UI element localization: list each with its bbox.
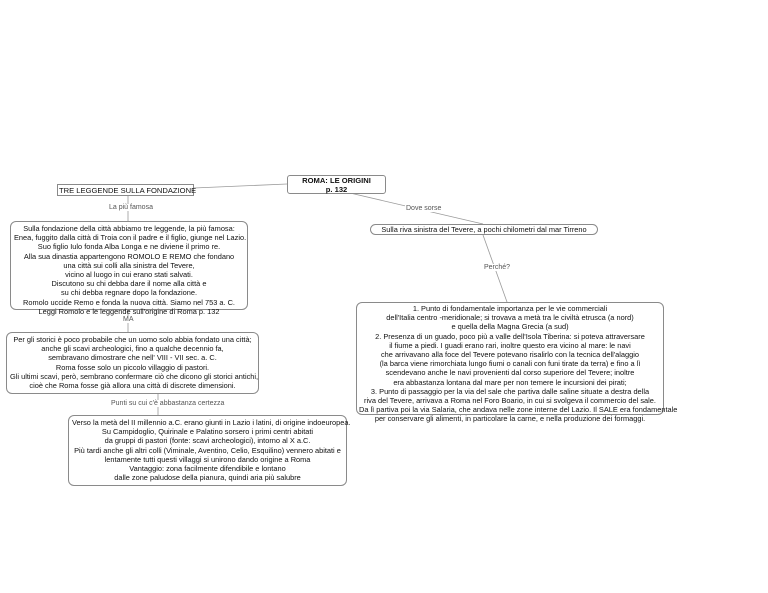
historians-line: sembravano dimostrare che nell' VIII - VII sec. a. C. bbox=[48, 353, 217, 363]
certainty-node[interactable] bbox=[68, 415, 351, 486]
legend-line: Sulla fondazione della città abbiamo tre leggende, la più famosa: bbox=[23, 224, 235, 233]
why-line: 1. Punto di fondamentale importanza per le vie commerciali bbox=[412, 304, 608, 313]
link-label-famous: La più famosa bbox=[109, 204, 153, 211]
certainty-line: Su Campidoglio, Quirinale e Palatino sorsero i primi centri abitati bbox=[101, 427, 314, 437]
historians-line: Gli ultimi scavi, però, sembrano confermare ciò che dicono gli storici antichi, bbox=[10, 371, 259, 381]
legends-title-node[interactable] bbox=[57, 184, 197, 196]
certainty-line: Più tardi anche gli altri colli (Viminale, Aventino, Celio, Esquilino) vennero abitati e bbox=[74, 445, 341, 455]
certainty-line: Vantaggio: zona facilmente difendibile e lontano bbox=[129, 464, 286, 474]
legend-line: una città sui colli alla sinistra del Tevere, bbox=[63, 260, 195, 270]
legend-line: vicino al luogo in cui erano stati salvati. bbox=[65, 270, 193, 280]
historians-node[interactable] bbox=[6, 332, 259, 394]
why-line: Da lì partiva poi la via Salaria, che andava nelle zone interne del Lazio. Il SALE era fondamentale bbox=[359, 405, 678, 415]
where-node[interactable] bbox=[370, 224, 598, 235]
why-line: il fiume a piedi. I guadi erano rari, inoltre questo era vicino al mare: le navi bbox=[389, 340, 631, 350]
legends-title-text: TRE LEGGENDE SULLA FONDAZIONE bbox=[59, 186, 197, 195]
legend-line: Romolo uccide Remo e fonda la nuova città. Siamo nel 753 a. C. bbox=[23, 297, 235, 307]
root-node[interactable] bbox=[287, 175, 386, 194]
legend-node[interactable] bbox=[10, 221, 248, 316]
why-line: che arrivavano alla foce del Tevere potevano risalirlo con la tecnica dell'alaggio bbox=[380, 350, 640, 360]
legend-line: su chi debba regnare dopo la fondazione. bbox=[60, 288, 197, 298]
legend-line: Enea, fuggito dalla città di Troia con il padre e il figlio, giunge nel Lazio. bbox=[14, 233, 247, 243]
certainty-line: dalle zone paludose della pianura, quindi aria più salubre bbox=[114, 473, 301, 483]
historians-line: Per gli storici è poco probabile che un uomo solo abbia fondato una città; bbox=[13, 335, 252, 344]
why-line: (la barca viene rimorchiata lungo fiumi o canali con funi tirate da terra) e fino a lì bbox=[379, 359, 641, 369]
root-page: p. 132 bbox=[325, 185, 348, 195]
certainty-line: lentamente tutti questi villaggi si unirono dando origine a Roma bbox=[104, 454, 311, 464]
link-label-ma: MA bbox=[123, 316, 134, 323]
why-line: e quella della Magna Grecia (a sud) bbox=[451, 322, 569, 332]
historians-line: Roma fosse solo un piccolo villaggio di pastori. bbox=[55, 362, 210, 372]
why-line: scendevano anche le navi provenienti dal corso superiore del Tevere; inoltre bbox=[385, 368, 635, 378]
historians-line: anche gli scavi archeologici, fino a qualche decennio fa, bbox=[41, 344, 224, 354]
why-node[interactable] bbox=[356, 302, 678, 424]
historians-line: cioè che Roma fosse già allora una città di discrete dimensioni. bbox=[29, 381, 236, 391]
legend-line: Suo figlio Iulo fonda Alba Longa e ne diviene il primo re. bbox=[37, 242, 221, 252]
why-line: era abbastanza lontana dal mare per non temere le incursioni dei pirati; bbox=[393, 377, 627, 387]
where-text: Sulla riva sinistra del Tevere, a pochi chilometri dal mar Tirreno bbox=[381, 225, 587, 234]
why-line: per conservare gli alimenti, in particolare la carne, e nella produzione dei formaggi. bbox=[374, 414, 646, 424]
link-label-where: Dove sorse bbox=[406, 205, 442, 212]
legend-line: Discutono su chi debba dare il nome alla città e bbox=[51, 279, 207, 289]
why-line: 3. Punto di passaggio per la via del sale che partiva dalle saline situate a destra della bbox=[370, 386, 650, 396]
why-line: 2. Presenza di un guado, poco più a valle dell'Isola Tiberina: si poteva attraversare bbox=[375, 331, 645, 341]
why-line: dell'Italia centro -meridionale; si trovava a metà tra le civiltà etrusca (a nord) bbox=[386, 313, 634, 323]
why-line: riva del Tevere, arrivava a Roma nel Foro Boario, in cui si svolgeva il commercio del sale. bbox=[364, 396, 656, 406]
root-title: ROMA: LE ORIGINI bbox=[302, 176, 371, 185]
certainty-line: da gruppi di pastori (fonte: scavi archeologici), intorno al X a.C. bbox=[104, 436, 311, 446]
link-label-why: Perché? bbox=[484, 264, 511, 271]
legend-line: Leggi Romolo e le leggende sull'origine di Roma p. 132 bbox=[38, 306, 220, 316]
legend-line: Alla sua dinastia appartengono ROMOLO E REMO che fondano bbox=[23, 251, 235, 261]
link-label-certainty: Punti su cui c'è abbastanza certezza bbox=[111, 400, 225, 407]
certainty-line: Verso la metà del II millennio a.C. erano giunti in Lazio i latini, di origine indoeuropea. bbox=[72, 418, 351, 427]
link-root-legends bbox=[194, 184, 287, 188]
